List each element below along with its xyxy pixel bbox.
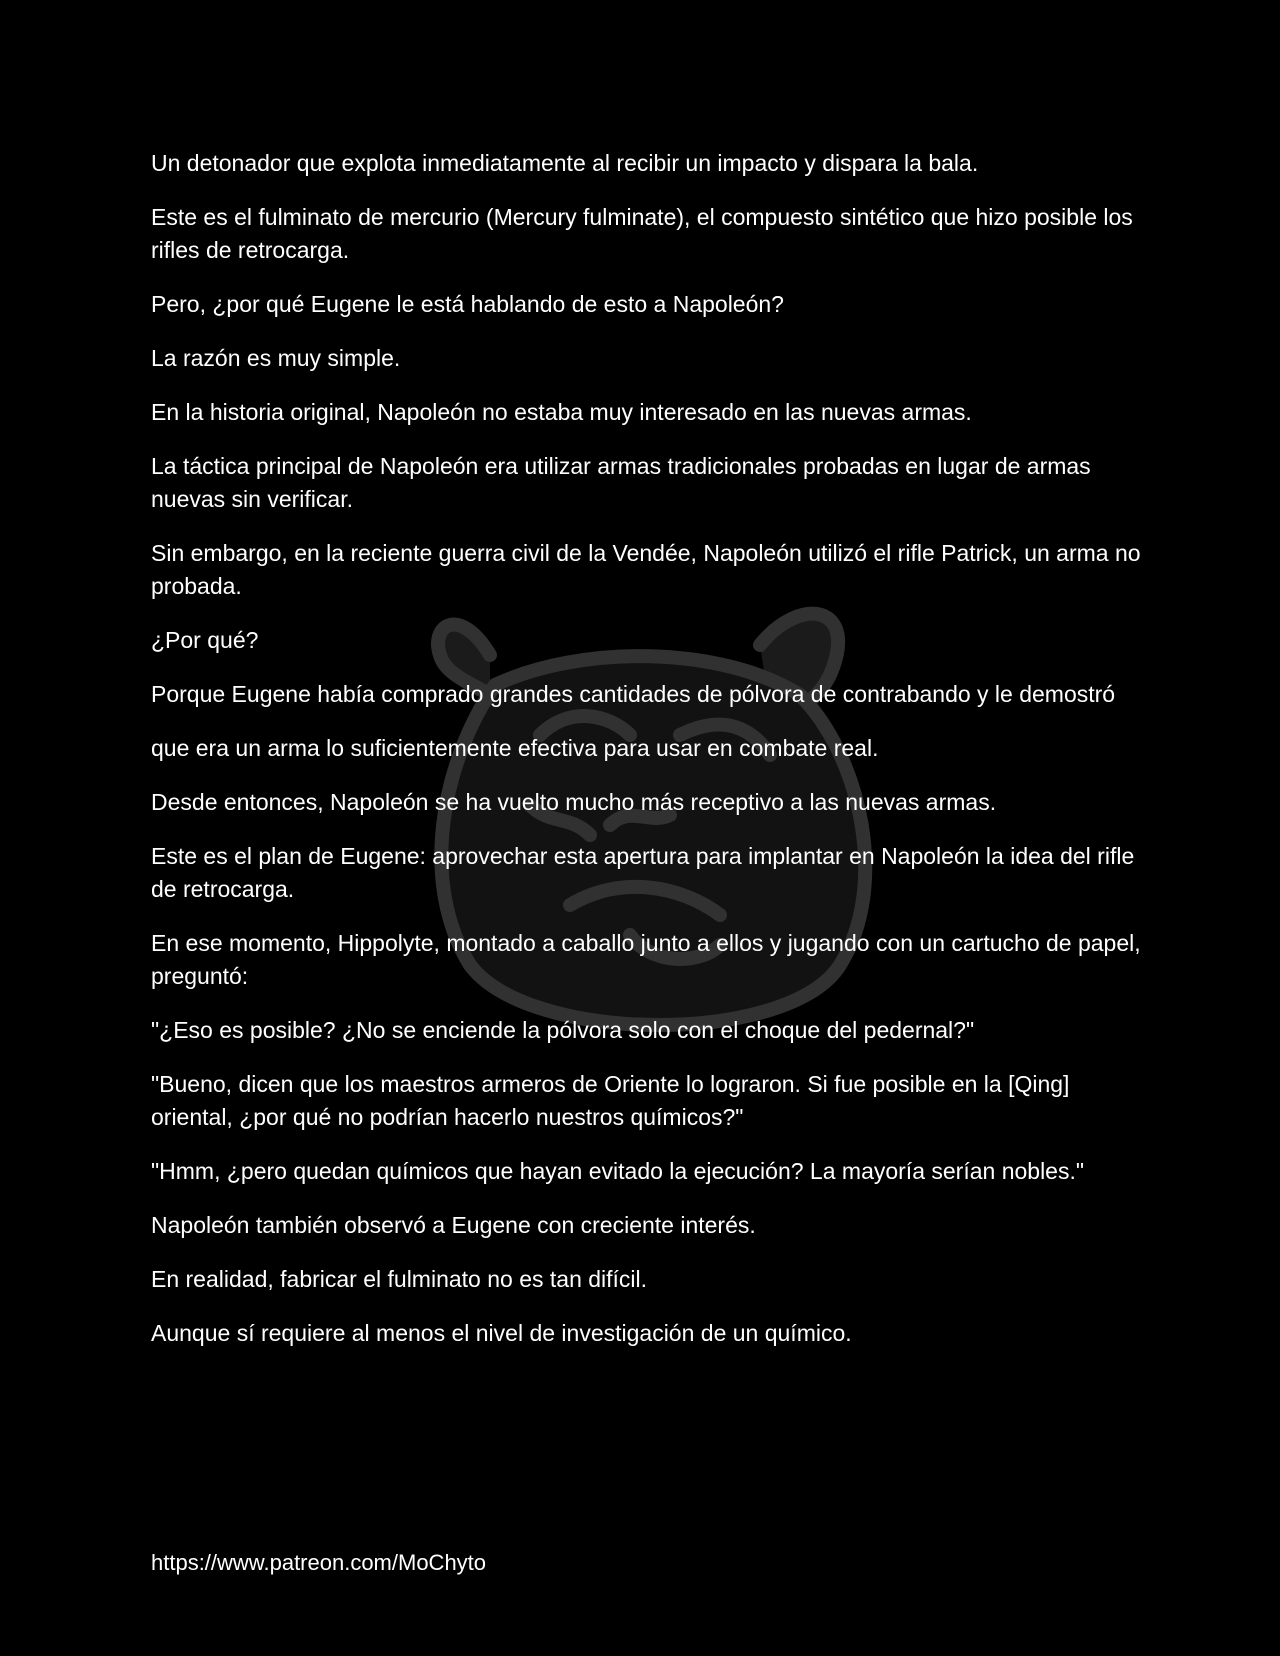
document-body: [151, 147, 1148, 1371]
paragraph: Aunque sí requiere al menos el nivel de investigación de un químico.: [151, 1320, 852, 1346]
paragraph: que era un arma lo suficientemente efectiva para usar en combate real.: [151, 735, 879, 761]
paragraph: Un detonador que explota inmediatamente al recibir un impacto y dispara la bala.: [151, 150, 979, 176]
paragraph: "Bueno, dicen que los maestros armeros de Oriente lo lograron. Si fue posible en la [Qing] oriental, ¿por qué no podrían hacerlo nuestros químicos?": [151, 1071, 1076, 1130]
paragraph: Pero, ¿por qué Eugene le está hablando de esto a Napoleón?: [151, 291, 784, 317]
paragraph: Sin embargo, en la reciente guerra civil de la Vendée, Napoleón utilizó el rifle Patrick, un arma no probada.: [151, 540, 1147, 599]
paragraph: La razón es muy simple.: [151, 345, 401, 371]
paragraph: En ese momento, Hippolyte, montado a caballo junto a ellos y jugando con un cartucho de papel, preguntó:: [151, 930, 1148, 989]
paragraph: En realidad, fabricar el fulminato no es tan difícil.: [151, 1266, 648, 1292]
paragraph: ¿Por qué?: [151, 627, 259, 653]
paragraph: Porque Eugene había comprado grandes cantidades de pólvora de contrabando y le demostró: [151, 681, 1116, 707]
paragraph: Este es el plan de Eugene: aprovechar esta apertura para implantar en Napoleón la idea del rifle de retrocarga.: [151, 843, 1141, 902]
paragraph: En la historia original, Napoleón no estaba muy interesado en las nuevas armas.: [151, 399, 972, 425]
paragraph: "Hmm, ¿pero quedan químicos que hayan evitado la ejecución? La mayoría serían nobles.": [151, 1158, 1085, 1184]
patreon-link[interactable]: https://www.patreon.com/MoChyto: [151, 1550, 487, 1575]
paragraph: La táctica principal de Napoleón era utilizar armas tradicionales probadas en lugar de armas nuevas sin verificar.: [151, 453, 1098, 512]
paragraph: "¿Eso es posible? ¿No se enciende la pólvora solo con el choque del pedernal?": [151, 1017, 975, 1043]
paragraph: Napoleón también observó a Eugene con creciente interés.: [151, 1212, 756, 1238]
paragraph: Este es el fulminato de mercurio (Mercury fulminate), el compuesto sintético que hizo posible los rifles de retrocarga.: [151, 204, 1140, 263]
paragraph: Desde entonces, Napoleón se ha vuelto mucho más receptivo a las nuevas armas.: [151, 789, 997, 815]
